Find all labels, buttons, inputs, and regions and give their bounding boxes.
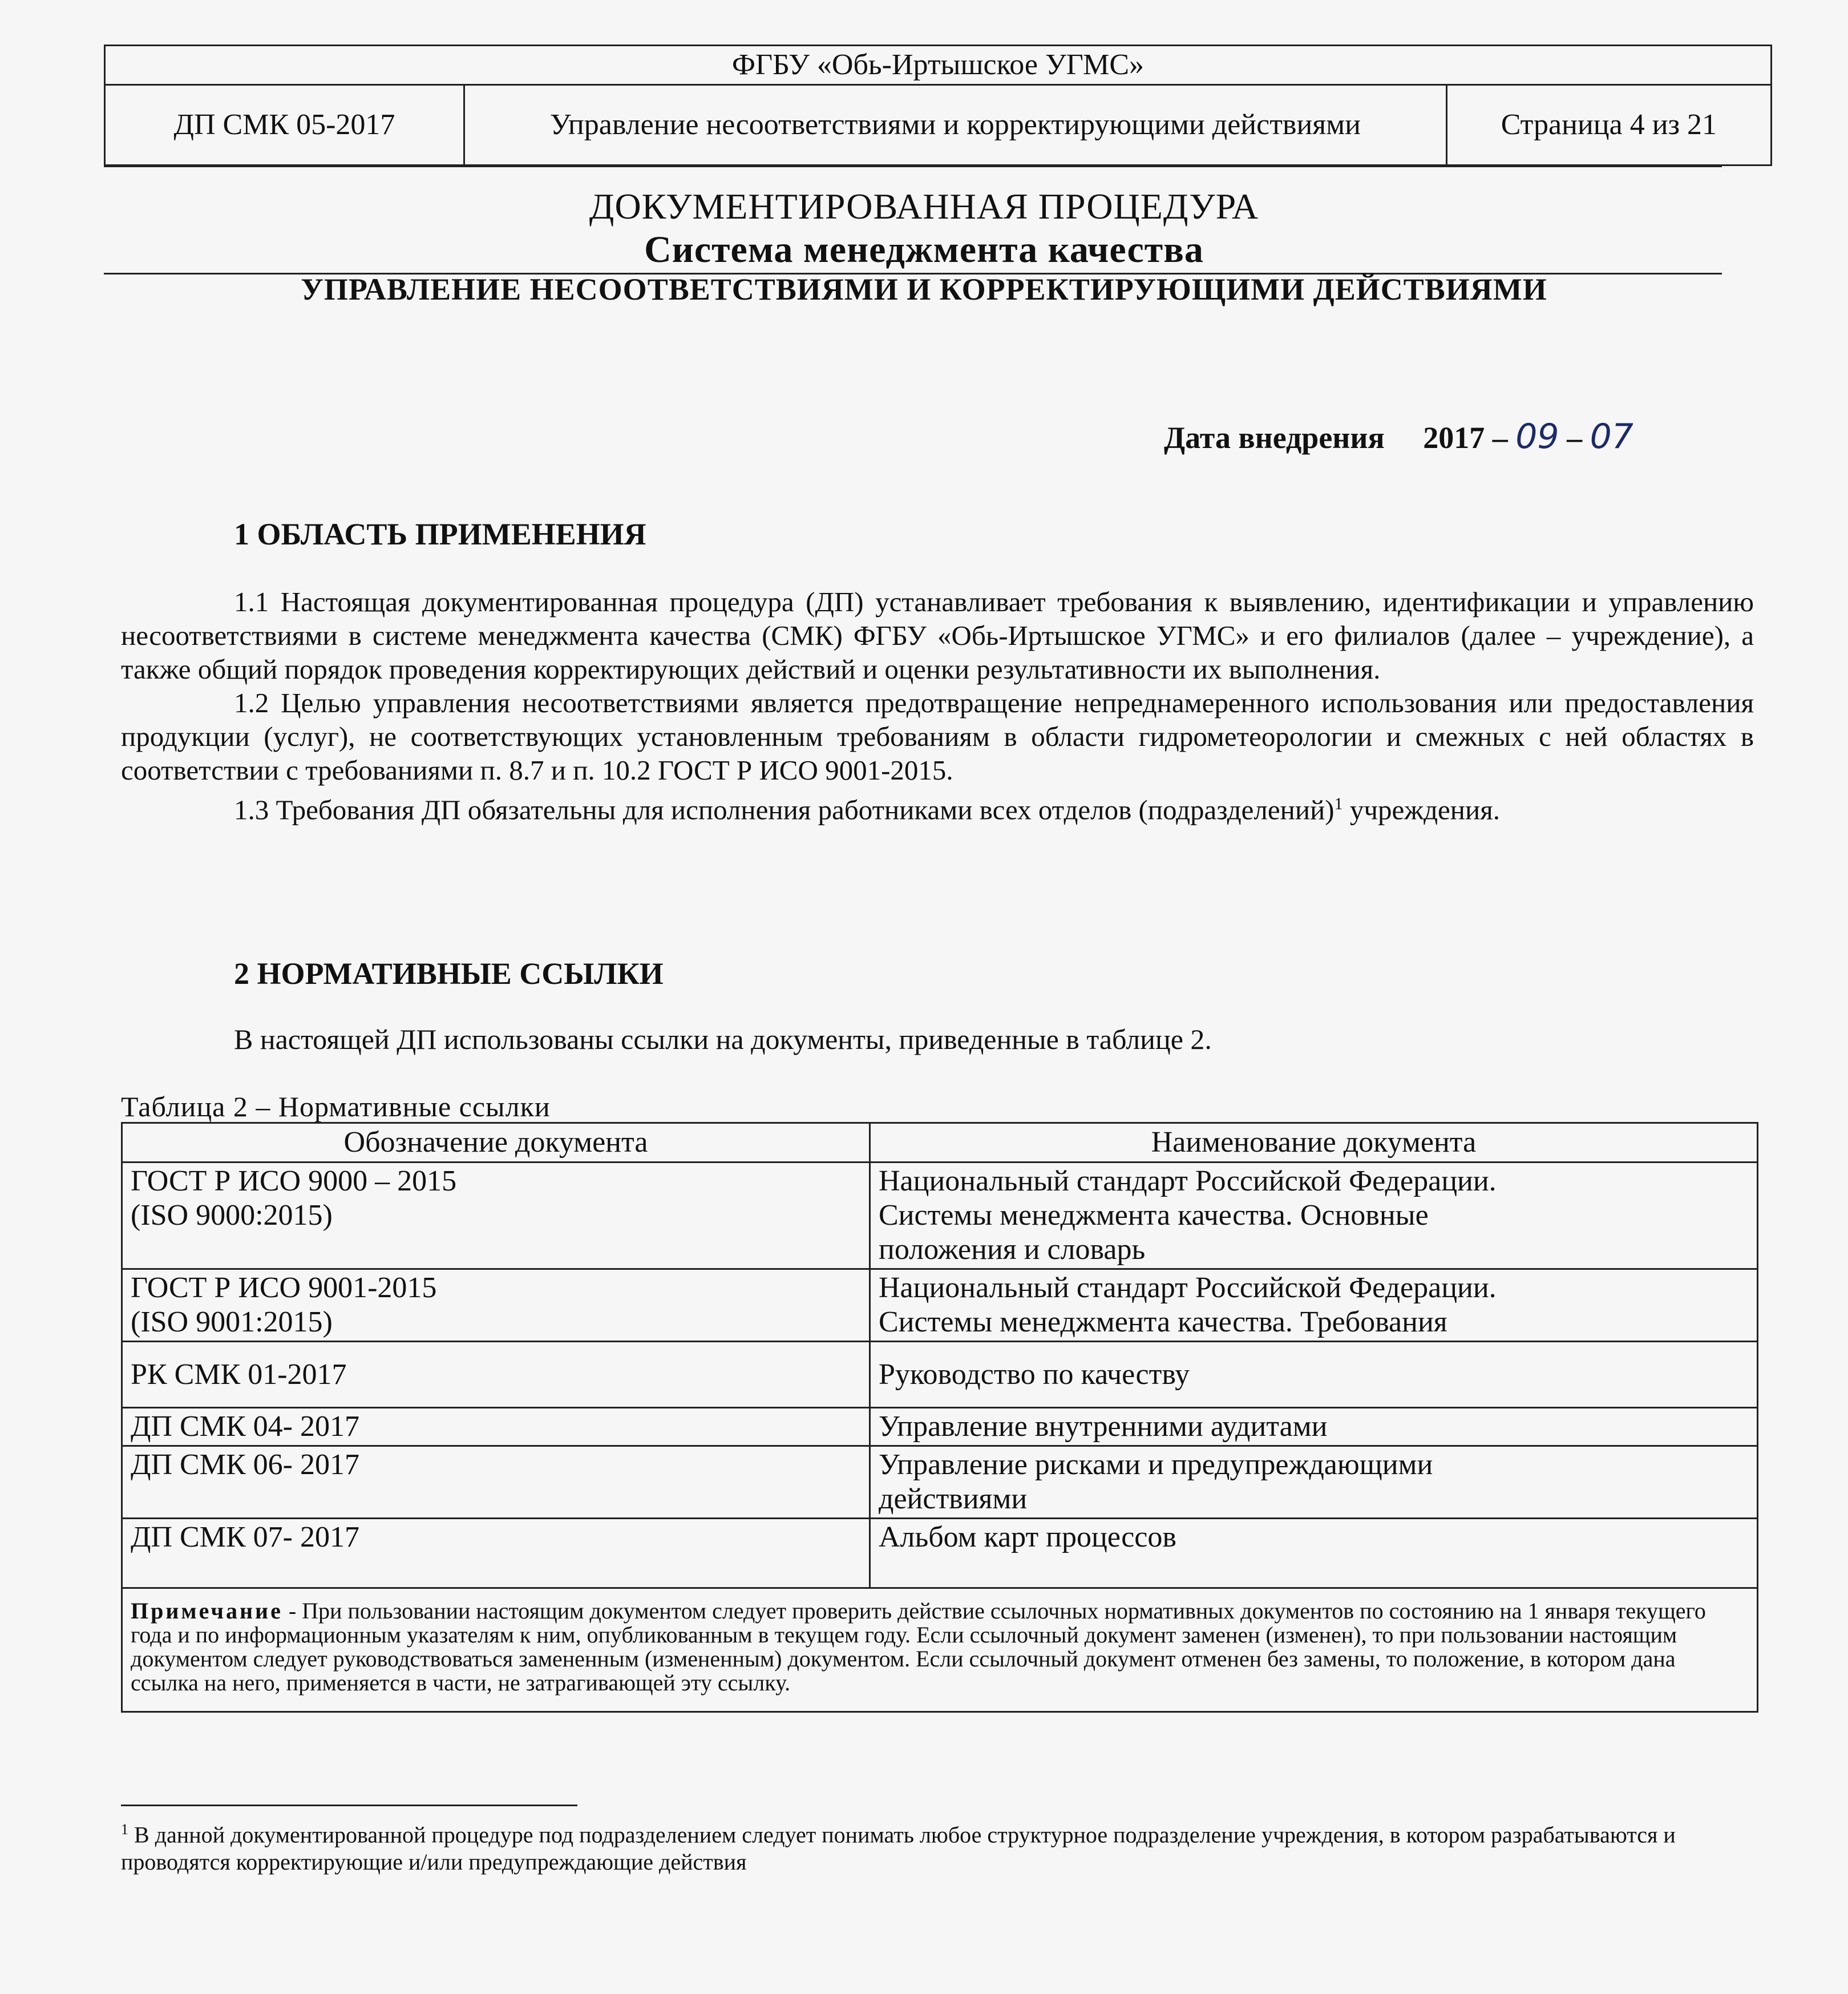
- footnote: [121, 1816, 1741, 1876]
- header-doc-code: ДП СМК 05-2017: [105, 85, 464, 166]
- col-header-code: Обозначение документа: [122, 1123, 870, 1163]
- header-page-number: Страница 4 из 21: [1446, 85, 1771, 166]
- intro-date-month-handwritten: 09: [1515, 417, 1559, 457]
- cell-name: Руководство по качеству: [870, 1342, 1758, 1408]
- cell-code: ГОСТ Р ИСО 9001-2015 (ISO 9001:2015): [122, 1269, 870, 1342]
- para-1-3-text: 1.3 Требования ДП обязательны для исполнения работниками всех отделов (подразделений): [234, 794, 1335, 826]
- cell-code: ДП СМК 07- 2017: [122, 1519, 870, 1588]
- para-1-3-end: учреждения.: [1342, 794, 1501, 826]
- header-doc-title: Управление несоответствиями и корректирующими действиями: [464, 85, 1446, 166]
- table-note: [122, 1588, 1758, 1712]
- table-row: [122, 1163, 1758, 1269]
- intro-date: [1164, 417, 1633, 457]
- header-divider: [104, 166, 1722, 167]
- doc-main-title: УПРАВЛЕНИЕ НЕСООТВЕТСТВИЯМИ И КОРРЕКТИРУЮЩИМИ ДЕЙСТВИЯМИ: [301, 272, 1547, 306]
- para-1-3: [121, 787, 1754, 826]
- cell-name: Управление внутренними аудитами: [870, 1408, 1758, 1446]
- table-row: [122, 1342, 1758, 1408]
- cell-name: Национальный стандарт Российской Федерации. Системы менеджмента качества. Основные положения и словарь: [870, 1163, 1758, 1269]
- table-caption: Таблица 2 – Нормативные ссылки: [121, 1091, 551, 1123]
- cell-code: РК СМК 01-2017: [122, 1342, 870, 1408]
- cell-code: ДП СМК 06- 2017: [122, 1446, 870, 1519]
- table-header-row: [122, 1123, 1758, 1163]
- footnote-number: 1: [121, 1821, 128, 1838]
- note-text: - При пользовании настоящим документом следует проверить действие ссылочных нормативных документов по состоянию на 1 января текущего года и по информационным указателям к ним, опубликованным в текущем году. Если ссылочный документ заменен (изменен), то при пользовании настоящим документом следует руководствоваться замененным (измененным) документом. Если ссылочный документ отменен без замены, то положение, в котором дана ссылка на него, применяется в части, не затрагивающей эту ссылку.: [131, 1598, 1706, 1696]
- footnote-text: В данной документированной процедуре под подразделением следует понимать любое структурное подразделение учреждения, в котором разрабатываются и проводятся корректирующие и/или предупреждающие действия: [121, 1822, 1676, 1875]
- table-row: [122, 1408, 1758, 1446]
- col-header-name: Наименование документа: [870, 1123, 1758, 1163]
- cell-code: ГОСТ Р ИСО 9000 – 2015 (ISO 9000:2015): [122, 1163, 870, 1269]
- doc-system-title: Система менеджмента качества: [644, 229, 1204, 271]
- header-org: ФГБУ «Обь-Иртышское УГМС»: [105, 46, 1772, 85]
- para-1-1: 1.1 Настоящая документированная процедура (ДП) устанавливает требования к выявлению, идентификации и управлению несоответствиями в системе менеджмента качества (СМК) ФГБУ «Обь-Иртышское УГМС» и его филиалов (далее – учреждение), а также общий порядок проведения корректирующих действий и оценки результативности их выполнения.: [121, 586, 1754, 685]
- footnote-divider: [121, 1805, 577, 1806]
- para-1-2: 1.2 Целью управления несоответствиями является предотвращение непреднамеренного использования или предоставления продукции (услуг), не соответствующих установленным требованиям в области гидрометеорологии и смежных с ней областях в соответствии с требованиями п. 8.7 и п. 10.2 ГОСТ Р ИСО 9001-2015.: [121, 687, 1754, 786]
- intro-date-day-handwritten: 07: [1590, 417, 1633, 457]
- note-label: Примечание: [131, 1598, 283, 1624]
- table-row: [122, 1446, 1758, 1519]
- doc-type-title: ДОКУМЕНТИРОВАННАЯ ПРОЦЕДУРА: [589, 186, 1259, 227]
- cell-name: Управление рисками и предупреждающими действиями: [870, 1446, 1758, 1519]
- section1-body: [121, 585, 1754, 826]
- cell-code: ДП СМК 04- 2017: [122, 1408, 870, 1446]
- section1-heading: 1 ОБЛАСТЬ ПРИМЕНЕНИЯ: [234, 517, 646, 551]
- cell-name: Национальный стандарт Российской Федерации. Системы менеджмента качества. Требования: [870, 1269, 1758, 1342]
- section2-intro: В настоящей ДП использованы ссылки на документы, приведенные в таблице 2.: [234, 1023, 1212, 1055]
- intro-date-label: Дата внедрения: [1164, 421, 1385, 455]
- intro-date-year: 2017 –: [1423, 421, 1508, 455]
- intro-date-sep: –: [1559, 421, 1583, 455]
- table-row: [122, 1269, 1758, 1342]
- references-table: [121, 1122, 1758, 1713]
- header-table: [104, 45, 1772, 166]
- footnote-ref: 1: [1334, 794, 1343, 813]
- table-row: [122, 1519, 1758, 1588]
- section2-heading: 2 НОРМАТИВНЫЕ ССЫЛКИ: [234, 956, 664, 991]
- table-note-row: [122, 1588, 1758, 1712]
- cell-name: Альбом карт процессов: [870, 1519, 1758, 1588]
